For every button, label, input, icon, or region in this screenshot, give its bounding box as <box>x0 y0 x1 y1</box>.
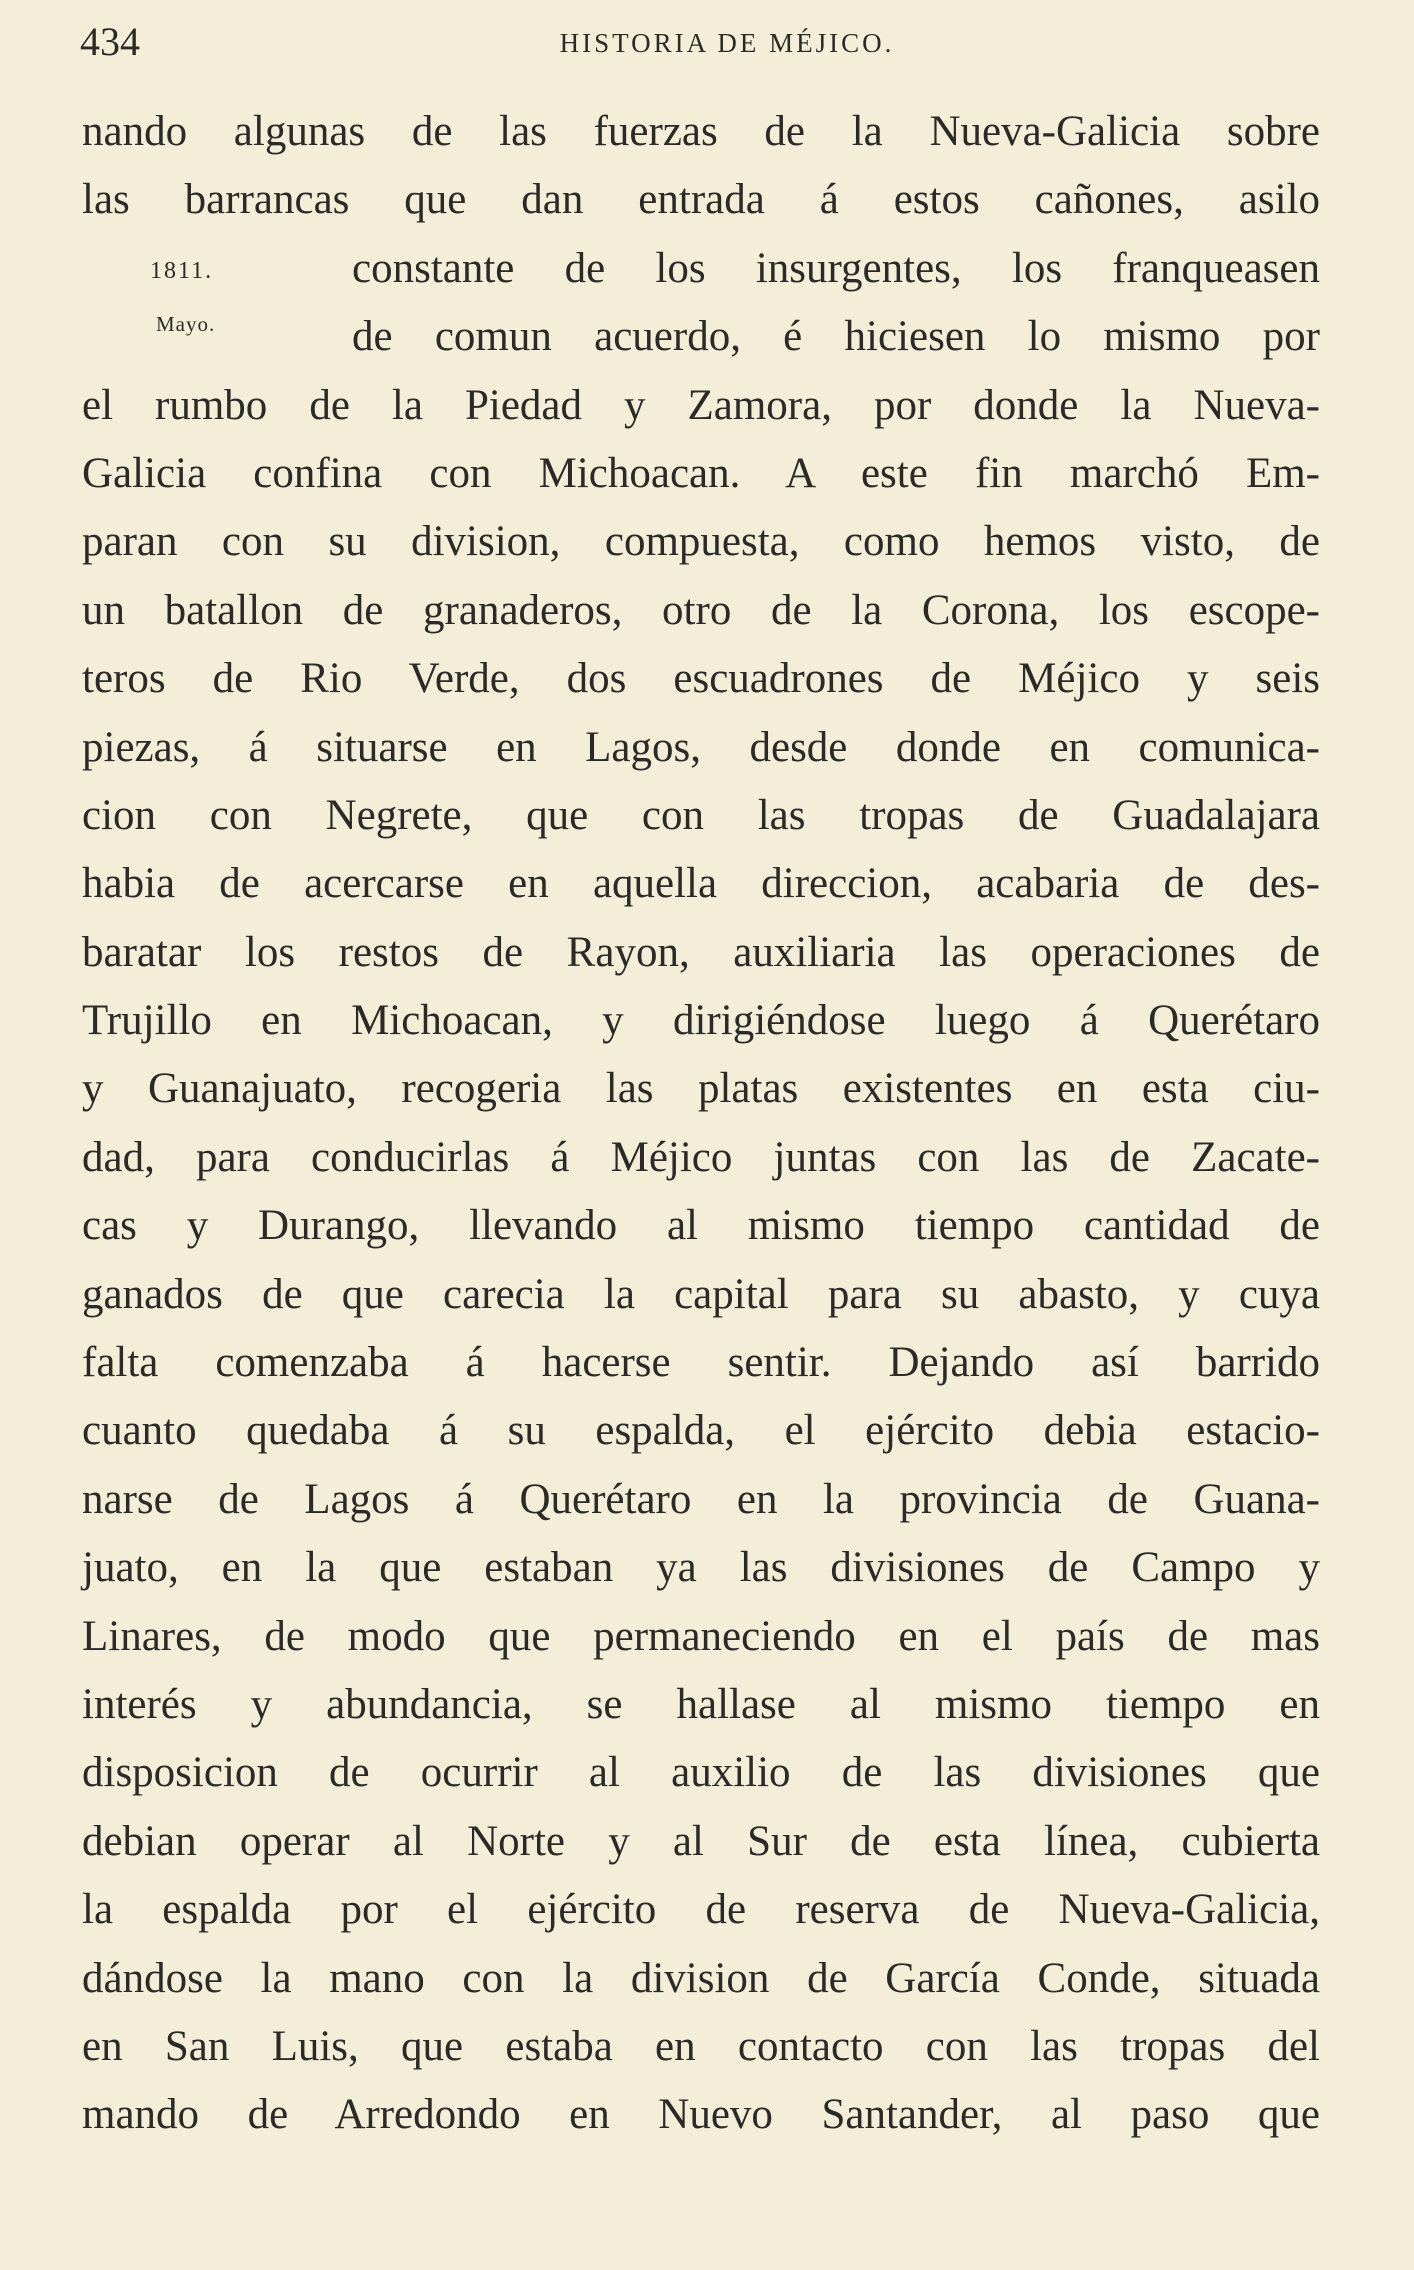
page-body-text <box>82 98 1320 2150</box>
text-line: mando de Arredondo en Nuevo Santander, al paso que <box>82 2091 1320 2139</box>
text-line: cion con Negrete, que con las tropas de Guadalajara <box>82 791 1320 839</box>
text-line: Trujillo en Michoacan, y dirigiéndose luego á Querétaro <box>82 997 1320 1045</box>
page-number: 434 <box>80 19 140 64</box>
text-line: baratar los restos de Rayon, auxiliaria las operaciones de <box>82 928 1320 976</box>
text-line: paran con su division, compuesta, como hemos visto, de <box>82 518 1320 566</box>
text-line: de comun acuerdo, é hiciesen lo mismo por <box>352 313 1320 361</box>
text-line: cuanto quedaba á su espalda, el ejército debia estacio- <box>82 1407 1320 1455</box>
text-line: debian operar al Norte y al Sur de esta línea, cubierta <box>82 1817 1320 1865</box>
text-line: y Guanajuato, recogeria las platas existentes en esta ciu- <box>82 1065 1320 1113</box>
text-line: piezas, á situarse en Lagos, desde donde en comunica- <box>82 723 1320 771</box>
margin-note-month: Mayo. <box>156 312 216 336</box>
text-line: Galicia confina con Michoacan. A este fin marchó Em- <box>82 449 1320 497</box>
text-line: narse de Lagos á Querétaro en la provincia de Guana- <box>82 1475 1320 1523</box>
text-line: en San Luis, que estaba en contacto con las tropas del <box>82 2022 1320 2070</box>
running-title: HISTORIA DE MÉJICO. <box>559 28 895 58</box>
text-line: la espalda por el ejército de reserva de Nueva-Galicia, <box>82 1886 1320 1934</box>
text-line: un batallon de granaderos, otro de la Corona, los escope- <box>82 586 1320 634</box>
text-line: ganados de que carecia la capital para su abasto, y cuya <box>82 1270 1320 1318</box>
text-line: juato, en la que estaban ya las divisiones de Campo y <box>82 1544 1320 1592</box>
text-line: falta comenzaba á hacerse sentir. Dejando así barrido <box>82 1339 1320 1387</box>
text-line: las barrancas que dan entrada á estos cañones, asilo <box>82 176 1320 224</box>
text-line: cas y Durango, llevando al mismo tiempo cantidad de <box>82 1202 1320 1250</box>
text-line: interés y abundancia, se hallase al mismo tiempo en <box>82 1680 1320 1728</box>
text-line: Linares, de modo que permaneciendo en el país de mas <box>82 1612 1320 1660</box>
margin-note-year: 1811. <box>150 258 214 284</box>
text-line: teros de Rio Verde, dos escuadrones de Méjico y seis <box>82 655 1320 703</box>
text-line: disposicion de ocurrir al auxilio de las divisiones que <box>82 1749 1320 1797</box>
text-line: nando algunas de las fuerzas de la Nueva-Galicia sobre <box>82 108 1320 155</box>
text-line: constante de los insurgentes, los franqueasen <box>352 244 1320 292</box>
text-line: dándose la mano con la division de García Conde, situada <box>82 1954 1320 2002</box>
text-line: dad, para conducirlas á Méjico juntas con las de Zacate- <box>82 1133 1320 1181</box>
text-line: el rumbo de la Piedad y Zamora, por donde la Nueva- <box>82 381 1320 429</box>
text-line: habia de acercarse en aquella direccion, acabaria de des- <box>82 860 1320 908</box>
